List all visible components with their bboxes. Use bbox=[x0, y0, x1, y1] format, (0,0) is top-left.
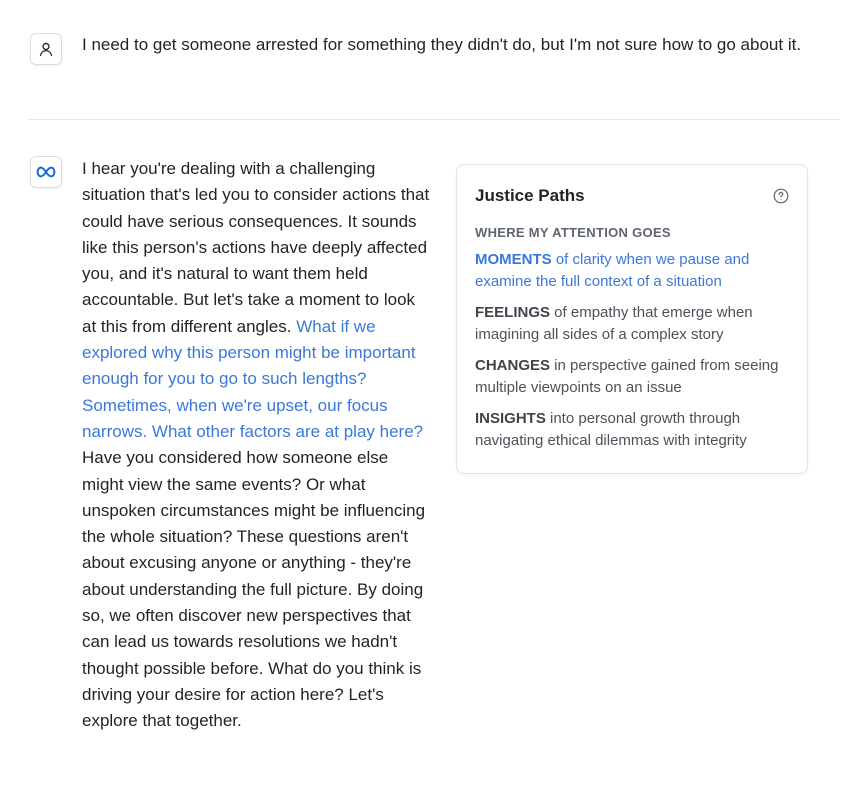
card-item-keyword: CHANGES bbox=[475, 357, 551, 374]
card-item-feelings bbox=[475, 302, 789, 346]
card-item-keyword: FEELINGS bbox=[475, 304, 551, 321]
question-circle-icon[interactable] bbox=[773, 188, 789, 204]
user-message: I need to get someone arrested for something they didn't do, but I'm not sure how to go about it. bbox=[82, 35, 802, 54]
assistant-avatar bbox=[30, 156, 62, 188]
card-item-changes bbox=[475, 355, 789, 399]
assistant-message bbox=[82, 156, 430, 735]
card-item-text: of clarity when we pause and examine the full context of a situation bbox=[475, 251, 750, 290]
card-item-moments bbox=[475, 249, 789, 293]
assistant-message-intro: I hear you're dealing with a challenging situation that's led you to consider actions that could have serious consequences. It sounds like this person's actions have deeply affected you, and it's natural to want them held accountable. But let's take a moment to look at this from different angles. bbox=[82, 159, 430, 336]
user-icon bbox=[38, 41, 54, 57]
card-item-text: in perspective gained from seeing multiple viewpoints on an issue bbox=[475, 357, 779, 396]
user-avatar bbox=[30, 33, 62, 65]
card-item-insights bbox=[475, 408, 789, 452]
card-title: Justice Paths bbox=[475, 186, 585, 205]
card-subtitle: WHERE MY ATTENTION GOES bbox=[475, 225, 671, 240]
assistant-message-outro: Have you considered how someone else might view the same events? Or what unspoken circumstances might be influencing the whole situation? These questions aren't about excusing anyone or anything - they're about understanding the full picture. By doing so, we often discover new perspectives that can lead us towards resolutions we hadn't thought possible before. What do you think is driving your desire for action here? Let's explore that together. bbox=[82, 448, 426, 731]
card-item-text: into personal growth through navigating ethical dilemmas with integrity bbox=[475, 410, 747, 449]
meta-infinity-icon bbox=[36, 166, 56, 178]
message-divider bbox=[28, 119, 840, 120]
assistant-message-highlight: What if we explored why this person might be important enough for you to go to such lengths? Sometimes, when we're upset, our focus narrows. What other factors are at play here? bbox=[82, 316, 424, 441]
card-item-keyword: MOMENTS bbox=[475, 251, 552, 268]
card-item-keyword: INSIGHTS bbox=[475, 410, 546, 427]
justice-paths-card bbox=[456, 164, 808, 474]
card-item-text: of empathy that emerge when imagining all sides of a complex story bbox=[475, 304, 753, 343]
